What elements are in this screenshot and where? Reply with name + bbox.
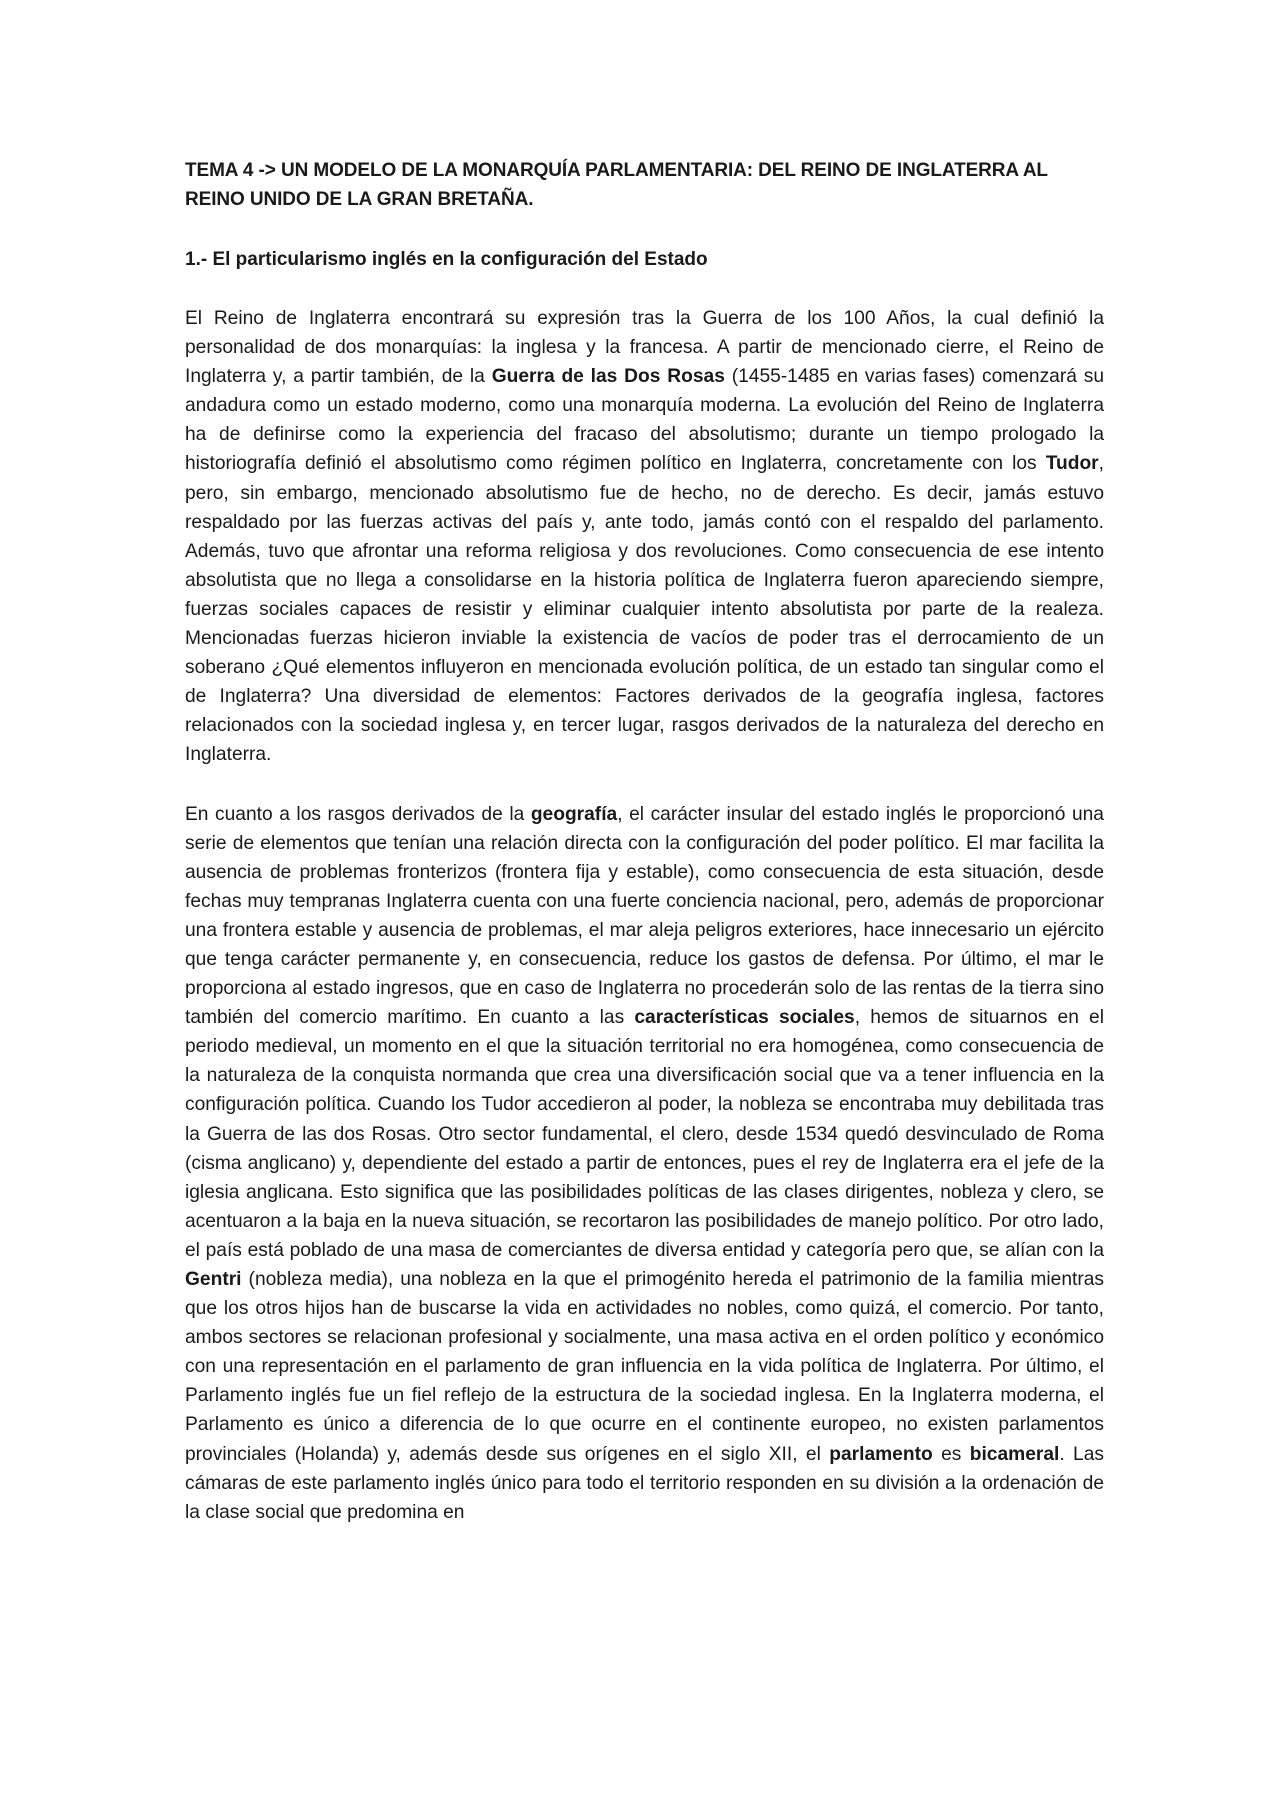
paragraph-2-text-4: (nobleza media), una nobleza en la que el primogénito hereda el patrimonio de la familia mientras que los otros hijos han de buscarse la vida en actividades no nobles, como quizá, el comercio. Por tanto, ambos sectores se relacionan profesional y socialmente, una masa activa en el orden político y económico con una representación en el parlamento de gran influencia en la vida política de Inglaterra. Por último, el Parlamento inglés fue un fiel reflejo de la estructura de la sociedad inglesa. En la Inglaterra moderna, el Parlamento es único a diferencia de lo que ocurre en el continente europeo, no existen parlamentos provinciales (Holanda) y, además desde sus orígenes en el siglo XII, el: [185, 1269, 1104, 1465]
paragraph-2-bold-4: parlamento: [829, 1443, 933, 1465]
paragraph-2-bold-3: Gentri: [185, 1269, 242, 1290]
paragraph-1-text-2: (1455-1485 en varias fases) comenzará su andadura como un estado moderno, como una monarquía moderna. La evolución del Reino de Inglaterra ha de definirse como la experiencia del fracaso del absolutismo; durante un tiempo prologado la historiografía definió el absolutismo como régimen político en Inglaterra, concretamente con los: [185, 366, 1105, 475]
paragraph-1-bold-1: Guerra de las Dos Rosas: [491, 366, 725, 388]
paragraph-2-bold-5: bicameral: [969, 1443, 1060, 1465]
paragraph-1: [185, 304, 1104, 770]
paragraph-2-text-2: , el carácter insular del estado inglés le proporcionó una serie de elementos que tenían una relación directa con la configuración del poder político. El mar facilita la ausencia de problemas fronterizos (frontera fija y estable), como consecuencia de esta situación, desde fechas muy tempranas Inglaterra cuenta con una fuerte conciencia nacional, pero, además de proporcionar una frontera estable y ausencia de problemas, el mar aleja peligros exteriores, hace innecesario un ejército que tenga carácter permanente y, en consecuencia, reduce los gastos de defensa. Por último, el mar le proporciona al estado ingresos, que en caso de Inglaterra no procederán solo de las rentas de la tierra sino también del comercio marítimo. En cuanto a las: [185, 803, 1104, 1029]
paragraph-2-bold-2: características sociales: [634, 1007, 855, 1029]
paragraph-2-text-6: . Las cámaras de este parlamento inglés único para todo el territorio responden en su división a la ordenación de la clase social que predomina en: [185, 1443, 1104, 1523]
paragraph-2-text-1: En cuanto a los rasgos derivados de la: [185, 803, 531, 825]
paragraph-1-bold-2: Tudor: [1045, 453, 1099, 475]
paragraph-2: [185, 800, 1104, 1527]
document-title: TEMA 4 -> UN MODELO DE LA MONARQUÍA PARLAMENTARIA: DEL REINO DE INGLATERRA AL REINO UNIDO DE LA GRAN BRETAÑA.: [185, 160, 1048, 210]
paragraph-2-text-5: es: [932, 1443, 970, 1465]
paragraph-1-text-3: , pero, sin embargo, mencionado absolutismo fue de hecho, no de derecho. Es decir, jamás estuvo respaldado por las fuerzas activas del país y, ante todo, jamás contó con el respaldo del parlamento. Además, tuvo que afrontar una reforma religiosa y dos revoluciones. Como consecuencia de ese intento absolutista que no llega a consolidarse en la historia política de Inglaterra fueron apareciendo siempre, fuerzas sociales capaces de resistir y eliminar cualquier intento absolutista por parte de la realeza. Mencionadas fuerzas hicieron inviable la existencia de vacíos de poder tras el derrocamiento de un soberano ¿Qué elementos influyeron en mencionada evolución política, de un estado tan singular como el de Inglaterra? Una diversidad de elementos: Factores derivados de la geografía inglesa, factores relacionados con la sociedad inglesa y, en tercer lugar, rasgos derivados de la naturaleza del derecho en Inglaterra.: [185, 453, 1104, 766]
paragraph-1-text-1: El Reino de Inglaterra encontrará su expresión tras la Guerra de los 100 Años, la cual definió la personalidad de dos monarquías: la inglesa y la francesa. A partir de mencionado cierre, el Reino de Inglaterra y, a partir también, de la: [185, 308, 1104, 388]
paragraph-2-bold-1: geografía: [530, 803, 618, 825]
section-heading: 1.- El particularismo inglés en la configuración del Estado: [185, 249, 708, 270]
paragraph-2-text-3: , hemos de situarnos en el periodo medieval, un momento en el que la situación territorial no era homogénea, como consecuencia de la naturaleza de la conquista normanda que crea una diversificación social que va a tener influencia en la configuración política. Cuando los Tudor accedieron al poder, la nobleza se encontraba muy debilitada tras la Guerra de las dos Rosas. Otro sector fundamental, el clero, desde 1534 quedó desvinculado de Roma (cisma anglicano) y, dependiente del estado a partir de entonces, pues el rey de Inglaterra era el jefe de la iglesia anglicana. Esto significa que las posibilidades políticas de las clases dirigentes, nobleza y clero, se acentuaron a la baja en la nueva situación, se recortaron las posibilidades de manejo político. Por otro lado, el país está poblado de una masa de comerciantes de diversa entidad y categoría pero que, se alían con la: [185, 1007, 1104, 1261]
